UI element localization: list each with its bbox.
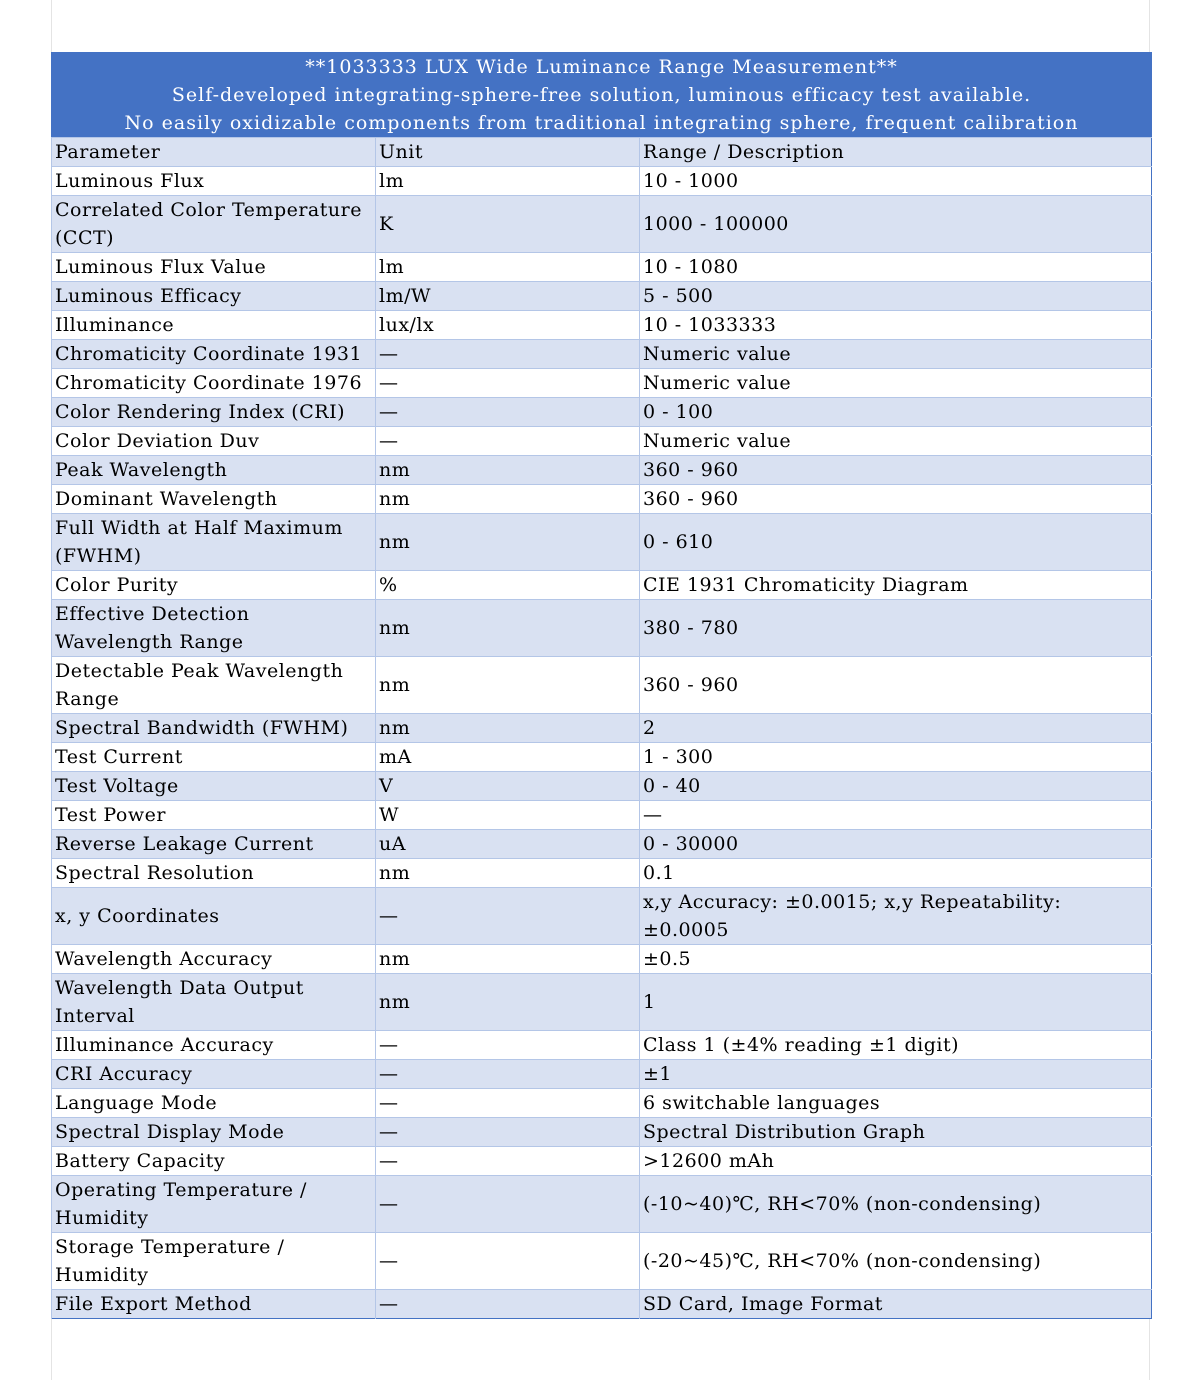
table-row bbox=[52, 830, 1152, 859]
parameter-cell: CRI Accuracy bbox=[52, 1060, 376, 1089]
header-parameter: Parameter bbox=[52, 138, 376, 167]
range-cell: Numeric value bbox=[640, 427, 1152, 456]
parameter-cell: Spectral Bandwidth (FWHM) bbox=[52, 714, 376, 743]
table-row bbox=[52, 167, 1152, 196]
range-cell: 1 bbox=[640, 974, 1152, 1031]
range-cell: Numeric value bbox=[640, 340, 1152, 369]
unit-cell: — bbox=[376, 1118, 640, 1147]
table-row bbox=[52, 1147, 1152, 1176]
unit-cell: nm bbox=[376, 974, 640, 1031]
banner-title: **1033333 LUX Wide Luminance Range Measurement** bbox=[52, 53, 1152, 82]
parameter-cell: Color Purity bbox=[52, 571, 376, 600]
range-cell: 360 - 960 bbox=[640, 456, 1152, 485]
range-cell: ±0.5 bbox=[640, 945, 1152, 974]
table-row bbox=[52, 600, 1152, 657]
unit-cell: lm bbox=[376, 167, 640, 196]
range-cell: 10 - 1000 bbox=[640, 167, 1152, 196]
unit-cell: — bbox=[376, 1060, 640, 1089]
parameter-cell: Operating Temperature / Humidity bbox=[52, 1176, 376, 1233]
banner-subtitle: Self-developed integrating-sphere-free solution, luminous efficacy test available. bbox=[52, 81, 1152, 109]
range-cell: 1000 - 100000 bbox=[640, 196, 1152, 253]
table-row bbox=[52, 945, 1152, 974]
range-cell: (-20~45)℃, RH<70% (non-condensing) bbox=[640, 1233, 1152, 1290]
range-cell: 6 switchable languages bbox=[640, 1089, 1152, 1118]
parameter-cell: Peak Wavelength bbox=[52, 456, 376, 485]
table-row bbox=[52, 772, 1152, 801]
table-row bbox=[52, 571, 1152, 600]
table-row bbox=[52, 369, 1152, 398]
table-row bbox=[52, 657, 1152, 714]
range-cell: Spectral Distribution Graph bbox=[640, 1118, 1152, 1147]
range-cell: 2 bbox=[640, 714, 1152, 743]
header-range: Range / Description bbox=[640, 138, 1152, 167]
unit-cell: W bbox=[376, 801, 640, 830]
table-row bbox=[52, 1060, 1152, 1089]
range-cell: 5 - 500 bbox=[640, 282, 1152, 311]
column-header-row bbox=[52, 138, 1152, 167]
parameter-cell: Chromaticity Coordinate 1931 bbox=[52, 340, 376, 369]
banner-row-1 bbox=[52, 53, 1152, 82]
parameter-cell: Spectral Resolution bbox=[52, 859, 376, 888]
range-cell: 0 - 30000 bbox=[640, 830, 1152, 859]
unit-cell: lm/W bbox=[376, 282, 640, 311]
table-row bbox=[52, 1118, 1152, 1147]
unit-cell: — bbox=[376, 1089, 640, 1118]
range-cell: 0 - 100 bbox=[640, 398, 1152, 427]
unit-cell: nm bbox=[376, 456, 640, 485]
parameter-cell: Chromaticity Coordinate 1976 bbox=[52, 369, 376, 398]
unit-cell: — bbox=[376, 1176, 640, 1233]
range-cell: Numeric value bbox=[640, 369, 1152, 398]
table-row bbox=[52, 1233, 1152, 1290]
range-cell: 10 - 1033333 bbox=[640, 311, 1152, 340]
parameter-cell: Correlated Color Temperature (CCT) bbox=[52, 196, 376, 253]
banner-note: No easily oxidizable components from traditional integrating sphere, frequent calibration bbox=[52, 109, 1152, 138]
unit-cell: nm bbox=[376, 657, 640, 714]
table-row bbox=[52, 1290, 1152, 1319]
range-cell: 0.1 bbox=[640, 859, 1152, 888]
parameter-cell: Color Rendering Index (CRI) bbox=[52, 398, 376, 427]
parameter-cell: Illuminance bbox=[52, 311, 376, 340]
header-unit: Unit bbox=[376, 138, 640, 167]
unit-cell: — bbox=[376, 398, 640, 427]
range-cell: Class 1 (±4% reading ±1 digit) bbox=[640, 1031, 1152, 1060]
table-row bbox=[52, 514, 1152, 571]
table-row bbox=[52, 311, 1152, 340]
unit-cell: — bbox=[376, 1031, 640, 1060]
spec-table bbox=[51, 52, 1152, 1319]
unit-cell: — bbox=[376, 1290, 640, 1319]
unit-cell: V bbox=[376, 772, 640, 801]
table-row bbox=[52, 888, 1152, 945]
table-row bbox=[52, 253, 1152, 282]
parameter-cell: Color Deviation Duv bbox=[52, 427, 376, 456]
unit-cell: % bbox=[376, 571, 640, 600]
table-row bbox=[52, 456, 1152, 485]
parameter-cell: Wavelength Accuracy bbox=[52, 945, 376, 974]
table-row bbox=[52, 340, 1152, 369]
parameter-cell: File Export Method bbox=[52, 1290, 376, 1319]
parameter-cell: Luminous Flux bbox=[52, 167, 376, 196]
unit-cell: uA bbox=[376, 830, 640, 859]
parameter-cell: Detectable Peak Wavelength Range bbox=[52, 657, 376, 714]
table-row bbox=[52, 801, 1152, 830]
table-row bbox=[52, 1089, 1152, 1118]
range-cell: 0 - 40 bbox=[640, 772, 1152, 801]
range-cell: 10 - 1080 bbox=[640, 253, 1152, 282]
parameter-cell: Test Power bbox=[52, 801, 376, 830]
unit-cell: — bbox=[376, 369, 640, 398]
unit-cell: nm bbox=[376, 600, 640, 657]
unit-cell: nm bbox=[376, 714, 640, 743]
range-cell: CIE 1931 Chromaticity Diagram bbox=[640, 571, 1152, 600]
range-cell: >12600 mAh bbox=[640, 1147, 1152, 1176]
parameter-cell: Illuminance Accuracy bbox=[52, 1031, 376, 1060]
unit-cell: nm bbox=[376, 859, 640, 888]
parameter-cell: Storage Temperature / Humidity bbox=[52, 1233, 376, 1290]
parameter-cell: Wavelength Data Output Interval bbox=[52, 974, 376, 1031]
parameter-cell: Full Width at Half Maximum (FWHM) bbox=[52, 514, 376, 571]
parameter-cell: Spectral Display Mode bbox=[52, 1118, 376, 1147]
table-row bbox=[52, 1176, 1152, 1233]
spec-table-body bbox=[52, 53, 1152, 1319]
parameter-cell: Test Voltage bbox=[52, 772, 376, 801]
banner-row-2 bbox=[52, 81, 1152, 109]
banner-row-3 bbox=[52, 109, 1152, 138]
table-row bbox=[52, 196, 1152, 253]
unit-cell: lux/lx bbox=[376, 311, 640, 340]
table-row bbox=[52, 714, 1152, 743]
parameter-cell: Test Current bbox=[52, 743, 376, 772]
parameter-cell: Battery Capacity bbox=[52, 1147, 376, 1176]
unit-cell: K bbox=[376, 196, 640, 253]
unit-cell: — bbox=[376, 1147, 640, 1176]
unit-cell: mA bbox=[376, 743, 640, 772]
range-cell: SD Card, Image Format bbox=[640, 1290, 1152, 1319]
unit-cell: lm bbox=[376, 253, 640, 282]
range-cell: — bbox=[640, 801, 1152, 830]
parameter-cell: Reverse Leakage Current bbox=[52, 830, 376, 859]
range-cell: (-10~40)℃, RH<70% (non-condensing) bbox=[640, 1176, 1152, 1233]
unit-cell: — bbox=[376, 340, 640, 369]
parameter-cell: x, y Coordinates bbox=[52, 888, 376, 945]
range-cell: 0 - 610 bbox=[640, 514, 1152, 571]
parameter-cell: Luminous Flux Value bbox=[52, 253, 376, 282]
parameter-cell: Effective Detection Wavelength Range bbox=[52, 600, 376, 657]
range-cell: 360 - 960 bbox=[640, 657, 1152, 714]
table-row bbox=[52, 282, 1152, 311]
parameter-cell: Language Mode bbox=[52, 1089, 376, 1118]
unit-cell: nm bbox=[376, 945, 640, 974]
table-row bbox=[52, 743, 1152, 772]
range-cell: 380 - 780 bbox=[640, 600, 1152, 657]
table-row bbox=[52, 485, 1152, 514]
unit-cell: nm bbox=[376, 514, 640, 571]
parameter-cell: Dominant Wavelength bbox=[52, 485, 376, 514]
range-cell: 1 - 300 bbox=[640, 743, 1152, 772]
range-cell: 360 - 960 bbox=[640, 485, 1152, 514]
table-row bbox=[52, 398, 1152, 427]
unit-cell: — bbox=[376, 888, 640, 945]
unit-cell: — bbox=[376, 427, 640, 456]
range-cell: x,y Accuracy: ±0.0015; x,y Repeatability: ±0.0005 bbox=[640, 888, 1152, 945]
table-row bbox=[52, 859, 1152, 888]
range-cell: ±1 bbox=[640, 1060, 1152, 1089]
table-row bbox=[52, 1031, 1152, 1060]
unit-cell: — bbox=[376, 1233, 640, 1290]
parameter-cell: Luminous Efficacy bbox=[52, 282, 376, 311]
table-row bbox=[52, 974, 1152, 1031]
table-row bbox=[52, 427, 1152, 456]
unit-cell: nm bbox=[376, 485, 640, 514]
